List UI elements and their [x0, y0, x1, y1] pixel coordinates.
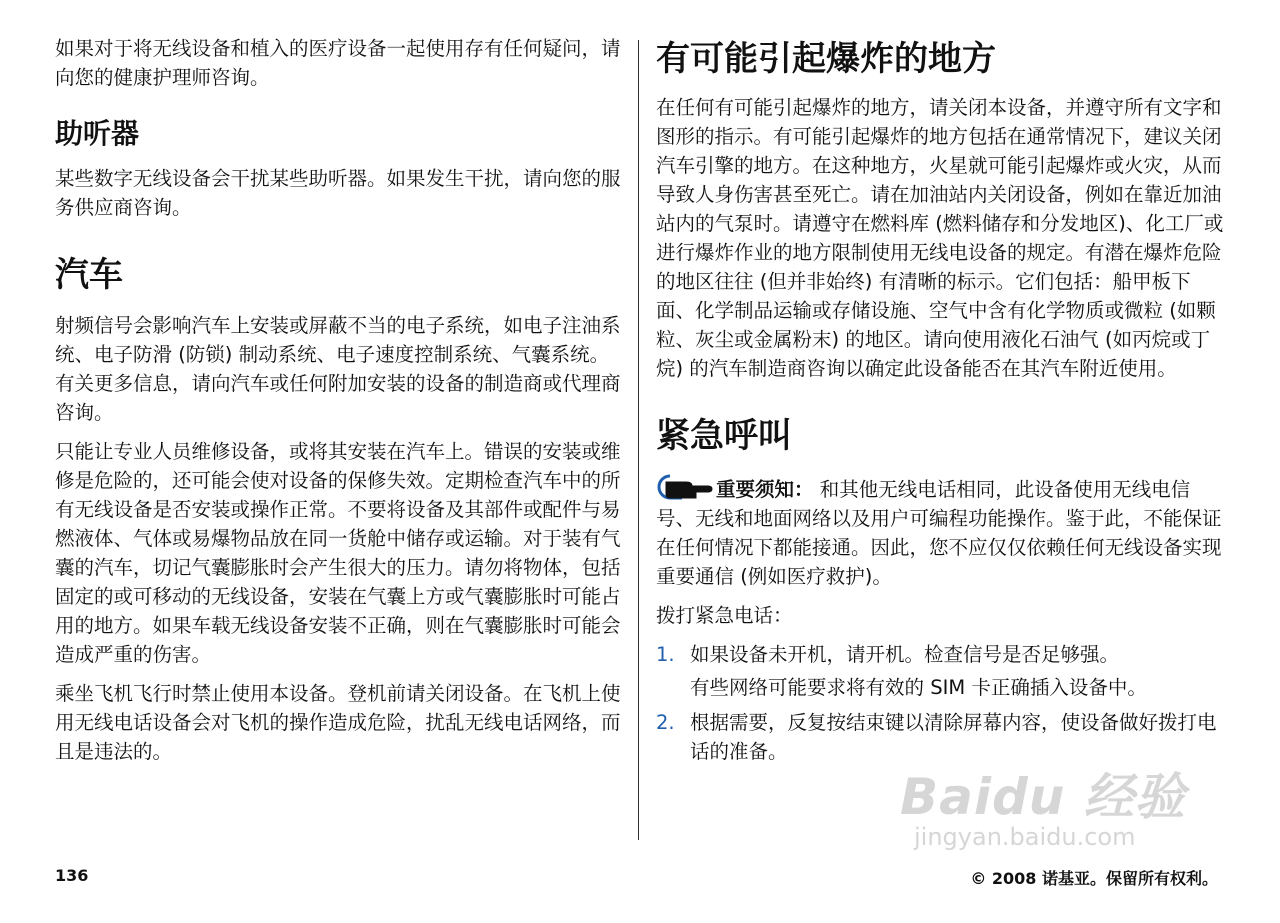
copyright: © 2008 诺基亚。保留所有权利。 — [970, 869, 1218, 888]
watermark-logo: Baidu 经验 — [900, 768, 1186, 826]
emergency-steps — [656, 640, 1228, 766]
hearing-aid-paragraph: 某些数字无线设备会干扰某些助听器。如果发生干扰，请向您的服务供应商咨询。 — [55, 167, 621, 220]
pointing-hand-icon — [656, 472, 714, 502]
column-divider — [638, 40, 639, 840]
hearing-aid-heading: 助听器 — [55, 117, 140, 150]
vehicle-heading: 汽车 — [55, 255, 123, 296]
step-text: 根据需要，反复按结束键以清除屏幕内容，使设备做好拨打电话的准备。 — [690, 711, 1217, 764]
step-text: 如果设备未开机，请开机。检查信号是否足够强。 — [690, 643, 1120, 667]
watermark-url: jingyan.baidu.com — [914, 823, 1136, 851]
explosive-area-heading: 有可能引起爆炸的地方 — [656, 39, 996, 79]
page-number: 136 — [55, 866, 89, 885]
note-text: 和其他无线电话相同，此设备使用无线电信号、无线和地面网络以及用户可编程功能操作。鉴于此，不能保证在任何情况下都能接通。因此，您不应仅仅依赖任何无线设备实现重要通信 (例如医疗救护)。 — [656, 478, 1222, 589]
explosive-area-paragraph: 在任何有可能引起爆炸的地方，请关闭本设备，并遵守所有文字和图形的指示。有可能引起爆炸的地方包括在通常情况下，建议关闭汽车引擎的地方。在这种地方，火星就可能引起爆炸或火灾，从而导致人身伤害甚至死亡。请在加油站内关闭设备，例如在靠近加油站内的气泵时。请遵守在燃料库 (燃料储存和分发地区)、化工厂或进行爆炸作业的地方限制使用无线电设备的规定。有潜在爆炸危险的地区往往 (但并非始终) 有清晰的标示。它们包括：船甲板下面、化学制品运输或存储设施、空气中含有化学物质或微粒 (如颗粒、灰尘或金属粉末) 的地区。请向使用液化石油气 (如丙烷或丁烷) 的汽车制造商咨询以确定此设备能否在其汽车附近使用。 — [656, 96, 1224, 381]
baidu-watermark — [900, 768, 1200, 872]
vehicle-paragraph-2: 只能让专业人员维修设备，或将其安装在汽车上。错误的安装或维修是危险的，还可能会使对设备的保修失效。定期检查汽车中的所有无线设备是否安装或操作正常。不要将设备及其部件或配件与易燃液体、气体或易爆物品放在同一货舱中储存或运输。对于装有气囊的汽车，切记气囊膨胀时会产生很大的压力。请勿将物体，包括固定的或可移动的无线设备，安装在气囊上方或气囊膨胀时可能占用的地方。如果车载无线设备安装不正确，则在气囊膨胀时可能会造成严重的伤害。 — [55, 440, 621, 667]
left-column — [55, 34, 625, 776]
list-item — [656, 640, 1228, 702]
vehicle-paragraph-3: 乘坐飞机飞行时禁止使用本设备。登机前请关闭设备。在飞机上使用无线电话设备会对飞机的操作造成危险，扰乱无线电话网络，而且是违法的。 — [55, 682, 621, 764]
intro-paragraph: 如果对于将无线设备和植入的医疗设备一起使用存有任何疑问，请向您的健康护理师咨询。 — [55, 37, 621, 89]
step-number: 2. — [656, 711, 675, 735]
emergency-call-heading: 紧急呼叫 — [656, 416, 792, 457]
vehicle-paragraph-1: 射频信号会影响汽车上安装或屏蔽不当的电子系统，如电子注油系统、电子防滑 (防锁) 制动系统、电子速度控制系统、气囊系统。有关更多信息，请向汽车或任何附加安装的设备的制造商或代理商咨询。 — [55, 314, 621, 425]
dial-intro: 拨打紧急电话： — [656, 604, 793, 628]
step-subtext: 有些网络可能要求将有效的 SIM 卡正确插入设备中。 — [690, 676, 1147, 700]
note-label: 重要须知： — [716, 478, 814, 502]
step-number: 1. — [656, 643, 675, 667]
important-note — [656, 472, 1228, 591]
right-column — [656, 34, 1228, 772]
list-item — [656, 708, 1228, 766]
